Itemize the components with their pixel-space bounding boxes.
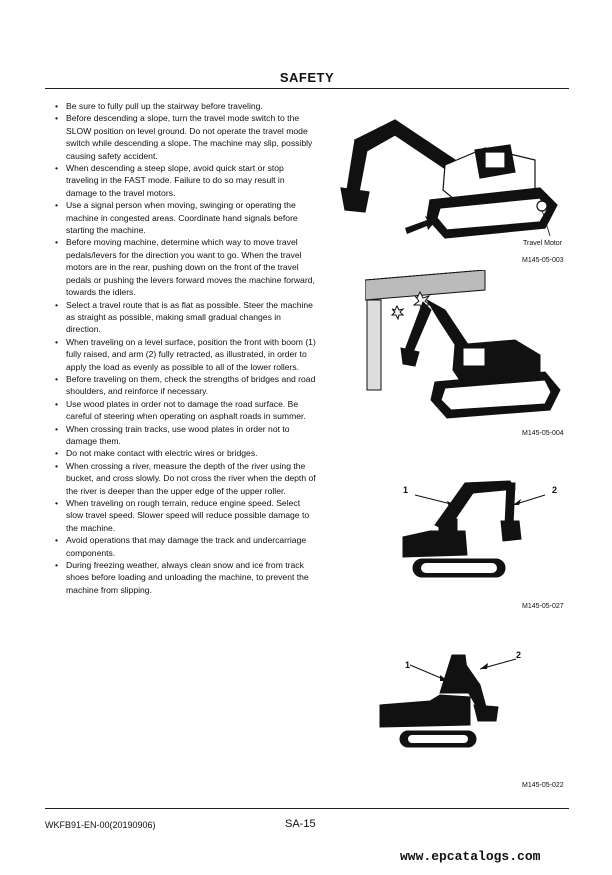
bullet-dot: •	[55, 336, 59, 347]
boom-raised-figure	[395, 475, 558, 585]
figure-code: M145-05-003	[522, 257, 564, 264]
list-item	[55, 447, 317, 459]
list-item	[55, 559, 317, 596]
list-item	[55, 423, 317, 448]
figure-code: M145-05-004	[522, 430, 564, 437]
list-item-text: When traveling on rough terrain, reduce engine speed. Select slow travel speed. Slower speed will reduce possible damage to the machine.	[66, 498, 310, 533]
bullet-dot: •	[55, 373, 59, 384]
bullet-dot: •	[55, 237, 59, 248]
arm-callout: 2	[552, 485, 558, 495]
list-item-text: Before traveling on them, check the strengths of bridges and road shoulders, and reinforce if necessary.	[66, 373, 316, 397]
list-item	[55, 162, 317, 199]
list-item	[55, 336, 317, 373]
list-item	[55, 497, 317, 534]
bullet-dot: •	[55, 299, 59, 310]
list-item-text: Be sure to fully pull up the stairway before traveling.	[66, 101, 263, 111]
bullet-dot: •	[55, 398, 59, 409]
list-item-text: Do not make contact with electric wires or bridges.	[66, 448, 258, 459]
figure-code: M145-05-027	[522, 603, 564, 610]
list-item-text: When descending a steep slope, avoid quick start or stop traveling in the FAST mode. Failure to do so may result in damage to the travel motors.	[66, 163, 285, 198]
footer-rule	[45, 808, 569, 809]
arm-callout: 2	[516, 650, 522, 660]
list-item-text: When traveling on a level surface, position the front with boom (1) fully raised, and arm (2) fully retracted, as illustrated, in order to apply the load as evenly as possible to all of the lower rollers.	[66, 336, 316, 372]
bullet-list	[55, 100, 317, 596]
list-item	[55, 100, 317, 112]
list-item-text: During freezing weather, always clean snow and ice from track shoes before loading and unloading the machine, to prevent the machine from slipping.	[66, 560, 309, 595]
excavator-travel-figure	[335, 100, 575, 250]
list-item-text: Use wood plates in order not to damage the road surface. Be careful of steering when operating on asphalt roads in summer.	[66, 398, 306, 422]
bullet-dot: •	[55, 113, 59, 124]
bullet-dot: •	[55, 163, 59, 174]
list-item	[55, 460, 317, 497]
document-id: WKFB91-EN-00(20190906)	[45, 820, 156, 830]
page-number: SA-15	[285, 818, 316, 830]
front-view-figure	[370, 645, 530, 755]
list-item-text: Select a travel route that is as flat as possible. Steer the machine as straight as possible, making small gradual changes in direction.	[66, 299, 313, 335]
list-item-text: When crossing a river, measure the depth of the river using the bucket, and cross slowly. Do not cross the river when the depth of the river is deeper than the upper edge of the upper roller.	[66, 460, 316, 496]
bullet-dot: •	[55, 200, 59, 211]
bridge-clearance-figure	[365, 270, 575, 420]
bullet-dot: •	[55, 101, 59, 111]
boom-callout: 1	[405, 660, 411, 670]
list-item	[55, 199, 317, 236]
list-item-text: Before descending a slope, turn the travel mode switch to the SLOW position on level ground. Do not operate the travel mode switch while descending a slope. The machine may slip, possibly causing safety accident.	[66, 113, 313, 161]
watermark-url: www.epcatalogs.com	[400, 849, 541, 864]
figure-code: M145-05-022	[522, 782, 564, 789]
travel-motor-label: Travel Motor	[523, 240, 563, 247]
list-item-text: Avoid operations that may damage the track and undercarriage components.	[66, 535, 307, 558]
list-item	[55, 236, 317, 298]
bullet-dot: •	[55, 423, 59, 434]
list-item-text: Before moving machine, determine which way to move travel pedals/levers for the direction you want to go. When the travel motors are in the rear, pushing down on the front of the travel pedals or pushing the levers forward moves the machine forward, towards the idlers.	[66, 237, 315, 298]
list-item	[55, 398, 317, 423]
bullet-dot: •	[55, 560, 59, 571]
bullet-dot: •	[55, 460, 59, 471]
bullet-dot: •	[55, 448, 59, 459]
page-title: SAFETY	[279, 70, 335, 85]
header-rule	[45, 88, 569, 89]
list-item	[55, 373, 317, 398]
list-item-text: Use a signal person when moving, swinging or operating the machine in congested areas. Coordinate hand signals before starting the machine.	[66, 200, 298, 236]
bullet-dot: •	[55, 498, 59, 508]
boom-callout: 1	[403, 485, 409, 495]
list-item	[55, 534, 317, 559]
list-item	[55, 299, 317, 336]
bullet-dot: •	[55, 535, 59, 546]
list-item-text: When crossing train tracks, use wood plates in order not to damage them.	[66, 423, 290, 446]
list-item	[55, 112, 317, 162]
